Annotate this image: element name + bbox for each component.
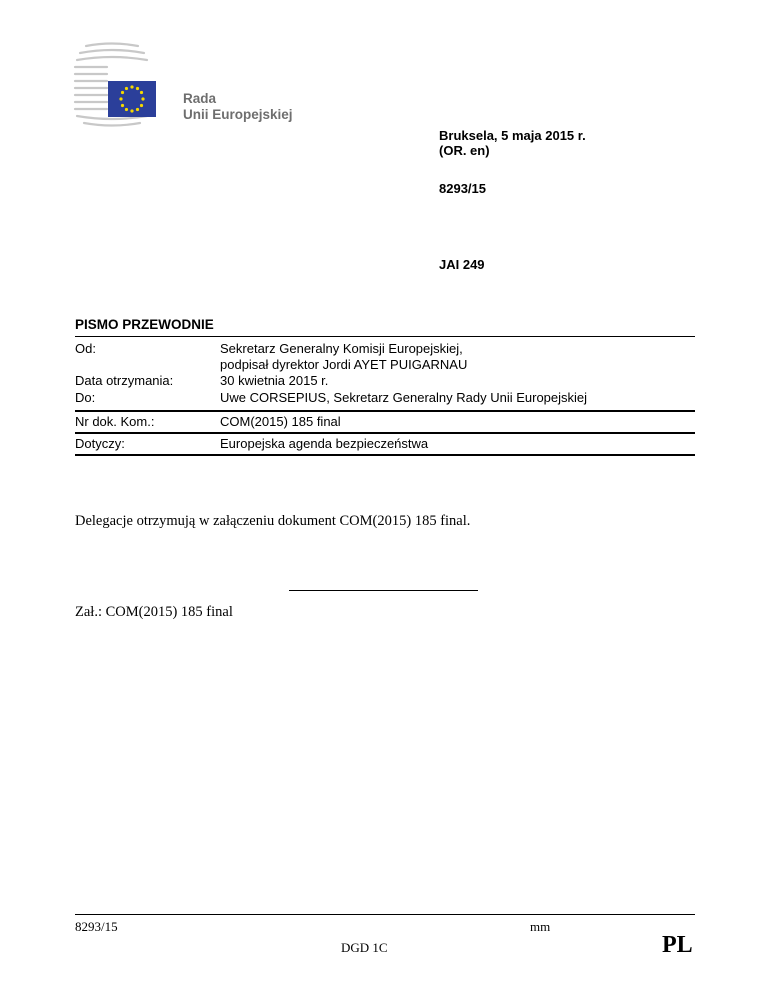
transmittal-title: PISMO PRZEWODNIE [75, 317, 214, 332]
council-logo [72, 38, 312, 128]
footer-doc-number: 8293/15 [75, 919, 118, 934]
body-paragraph: Delegacje otrzymują w załączeniu dokument COM(2015) 185 final. [75, 513, 471, 529]
divider [75, 454, 695, 456]
enclosure-line: Zał.: COM(2015) 185 final [75, 604, 233, 620]
row-value-com-number: COM(2015) 185 final [220, 414, 341, 429]
classification-code: JAI 249 [439, 257, 485, 272]
row-value-subject: Europejska agenda bezpieczeństwa [220, 436, 429, 451]
footer-department: DGD 1C [341, 940, 388, 955]
row-label-com-number: Nr dok. Kom.: [75, 414, 155, 429]
divider [75, 410, 695, 412]
place-date: Bruksela, 5 maja 2015 r. [439, 128, 586, 143]
row-label-received: Data otrzymania: [75, 373, 174, 388]
row-label-subject: Dotyczy: [75, 436, 125, 451]
row-value-to: Uwe CORSEPIUS, Sekretarz Generalny Rady Unii Europejskiej [220, 390, 588, 405]
footer-language: PL [662, 932, 693, 958]
row-value-from-line1: Sekretarz Generalny Komisji Europejskiej, [220, 341, 463, 356]
logo-text-line1: Rada [183, 91, 217, 106]
separator-line [289, 590, 478, 591]
document-number: 8293/15 [439, 181, 486, 196]
row-label-from: Od: [75, 341, 96, 356]
row-value-received: 30 kwietnia 2015 r. [220, 373, 329, 388]
divider [75, 432, 695, 434]
divider [75, 336, 695, 337]
row-value-from-line2: podpisał dyrektor Jordi AYET PUIGARNAU [220, 357, 468, 372]
row-label-to: Do: [75, 390, 96, 405]
footer-divider [75, 914, 695, 915]
council-building-icon [72, 38, 182, 128]
logo-text-line2: Unii Europejskiej [183, 107, 293, 122]
footer-initials: mm [530, 919, 551, 934]
original-language: (OR. en) [439, 143, 490, 158]
